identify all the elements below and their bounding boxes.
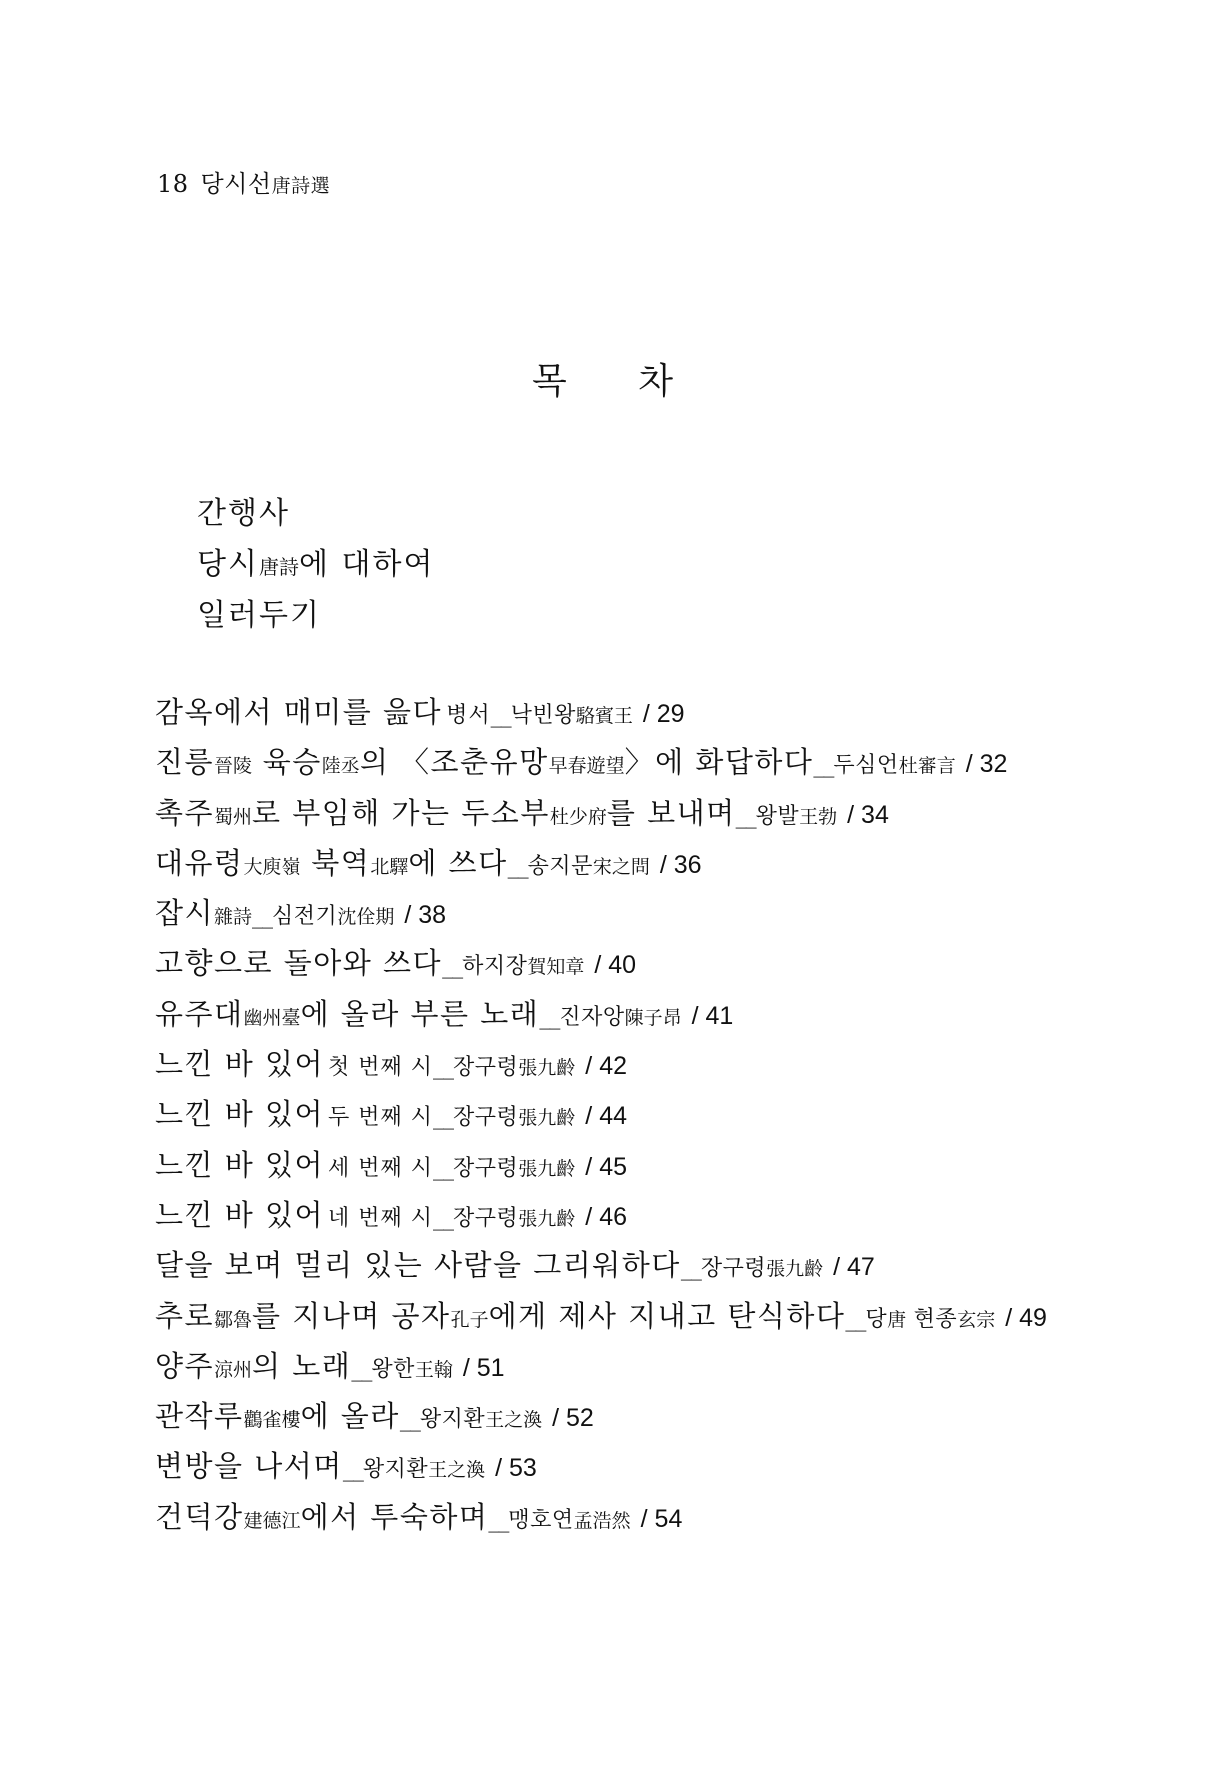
toc-entry	[155, 1441, 1165, 1491]
running-header	[157, 168, 330, 202]
author-separator: __	[507, 853, 528, 879]
toc-entry	[155, 1039, 1165, 1089]
toc-entry-page: / 40	[594, 951, 637, 980]
toc-entry-author: 왕발王勃	[755, 803, 838, 829]
author-separator: __	[351, 1356, 372, 1382]
author-separator: __	[490, 703, 511, 728]
toc-entry-page: / 49	[1005, 1303, 1047, 1332]
toc-entry-page: / 52	[552, 1404, 594, 1433]
toc-entry-title: 유주대幽州臺에 올라 부른 노래	[155, 996, 540, 1031]
toc-entry-title: 양주涼州의 노래	[155, 1348, 352, 1383]
front-matter-item: 당시唐詩에 대하여	[197, 547, 435, 582]
toc-entry-page: / 51	[462, 1353, 505, 1382]
book-title-hanja: 唐詩選	[271, 175, 331, 197]
toc-entry-author: 당唐 현종玄宗	[865, 1306, 996, 1332]
toc-entry-note: 병서	[446, 703, 491, 728]
toc-entry-note: 네 번째 시	[328, 1205, 434, 1231]
toc-entry-author: 왕지환王之渙	[419, 1407, 543, 1433]
toc-entry-title: 감옥에서 매미를 읊다	[155, 695, 443, 729]
author-separator: __	[433, 1205, 454, 1231]
toc-entry	[155, 938, 1165, 988]
toc-entry-page: / 32	[965, 750, 1008, 779]
toc-entry-title: 느낀 바 있어	[155, 1147, 325, 1182]
toc-entry-page: / 45	[585, 1152, 627, 1181]
toc-entry	[155, 888, 1165, 938]
toc-entry	[155, 737, 1165, 787]
toc-entry-title: 추로鄒魯를 지나며 공자孔子에게 제사 지내고 탄식하다	[155, 1298, 846, 1333]
author-separator: __	[488, 1507, 509, 1533]
front-matter-item: 일러두기	[197, 598, 321, 633]
toc-entry-page: / 46	[585, 1202, 627, 1231]
toc-entry-author: 장구령張九齡	[453, 1155, 576, 1181]
toc-entry	[155, 1240, 1165, 1290]
toc-entry-title: 건덕강建德江에서 투숙하며	[155, 1499, 489, 1534]
toc-entry-title: 느낀 바 있어	[155, 1047, 325, 1082]
toc-entry	[155, 788, 1165, 838]
toc-title: 목 차	[532, 361, 703, 402]
toc-entry-title: 관작루鸛雀樓에 올라	[155, 1399, 400, 1434]
toc-entry-page: / 41	[691, 1001, 734, 1030]
author-separator: __	[442, 954, 463, 980]
author-separator: __	[813, 753, 834, 779]
toc-entry-author: 하지장賀知章	[462, 954, 585, 980]
toc-entry-page: / 47	[833, 1253, 875, 1282]
page-number: 18	[157, 170, 189, 198]
toc-entry-page: / 44	[585, 1102, 627, 1131]
toc-entry	[155, 1492, 1165, 1542]
toc-entry-author: 장구령張九齡	[700, 1256, 824, 1282]
toc-entry-page: / 54	[640, 1504, 683, 1533]
author-separator: __	[845, 1306, 866, 1332]
toc-entry-title: 진릉晉陵 육승陸丞의 〈조춘유망早春遊望〉에 화답하다	[155, 745, 814, 780]
toc-entry	[155, 1140, 1165, 1190]
toc-entry	[155, 1341, 1165, 1391]
author-separator: __	[433, 1155, 454, 1181]
toc-entry-author: 진자앙陳子昂	[559, 1004, 682, 1030]
author-separator: __	[399, 1407, 420, 1433]
toc-entry-note: 두 번째 시	[328, 1105, 434, 1131]
toc-entry-title: 변방을 나서며	[155, 1449, 343, 1484]
toc-entry-page: / 42	[585, 1052, 627, 1081]
toc-entry-author: 장구령張九齡	[453, 1205, 576, 1231]
toc-entry	[155, 1089, 1165, 1139]
toc-entry-note: 세 번째 시	[328, 1155, 434, 1181]
author-separator: __	[680, 1256, 701, 1282]
toc-entry	[155, 1190, 1165, 1240]
toc-entry-author: 장구령張九齡	[453, 1105, 576, 1131]
toc-entry-page: / 29	[642, 700, 685, 728]
front-matter-list	[197, 488, 434, 641]
toc-entry	[155, 1391, 1165, 1441]
toc-entry-author: 장구령張九齡	[453, 1055, 576, 1081]
toc-entry-note: 첫 번째 시	[328, 1055, 434, 1081]
toc-entry-author: 낙빈왕駱賓王	[510, 703, 633, 728]
toc-entry	[155, 1291, 1165, 1341]
toc-entry-title: 느낀 바 있어	[155, 1197, 325, 1232]
author-separator: __	[252, 904, 273, 930]
toc-list	[155, 687, 1165, 1542]
author-separator: __	[735, 803, 756, 829]
toc-entry-author: 송지문宋之問	[527, 853, 650, 879]
toc-entry-title: 고향으로 돌아와 쓰다	[155, 946, 443, 981]
toc-entry-title: 대유령大庾嶺 북역北驛에 쓰다	[155, 845, 508, 880]
toc-entry-page: / 36	[659, 850, 702, 879]
toc-entry-author: 왕한王翰	[371, 1356, 453, 1382]
toc-entry-author: 맹호연孟浩然	[508, 1507, 631, 1533]
toc-entry	[155, 687, 1165, 737]
toc-entry-page: / 53	[495, 1454, 537, 1483]
front-matter-item: 간행사	[197, 496, 290, 531]
toc-entry-title: 느낀 바 있어	[155, 1097, 325, 1132]
toc-entry	[155, 989, 1165, 1039]
author-separator: __	[433, 1105, 454, 1131]
author-separator: __	[539, 1004, 560, 1030]
toc-entry-author: 왕지환王之渙	[362, 1457, 486, 1483]
toc-entry-page: / 34	[847, 800, 889, 829]
toc-entry-title: 촉주蜀州로 부임해 가는 두소부杜少府를 보내며	[155, 795, 736, 830]
toc-entry-author: 두심언杜審言	[833, 753, 956, 779]
author-separator: __	[433, 1055, 454, 1081]
toc-entry-author: 심전기沈佺期	[272, 904, 395, 930]
toc-entry-title: 달을 보며 멀리 있는 사람을 그리워하다	[155, 1248, 681, 1283]
toc-entry	[155, 838, 1165, 888]
toc-entry-page: / 38	[404, 901, 447, 930]
book-title: 당시선	[200, 170, 272, 198]
author-separator: __	[342, 1457, 363, 1483]
toc-entry-title: 잡시雜詩	[155, 896, 253, 931]
